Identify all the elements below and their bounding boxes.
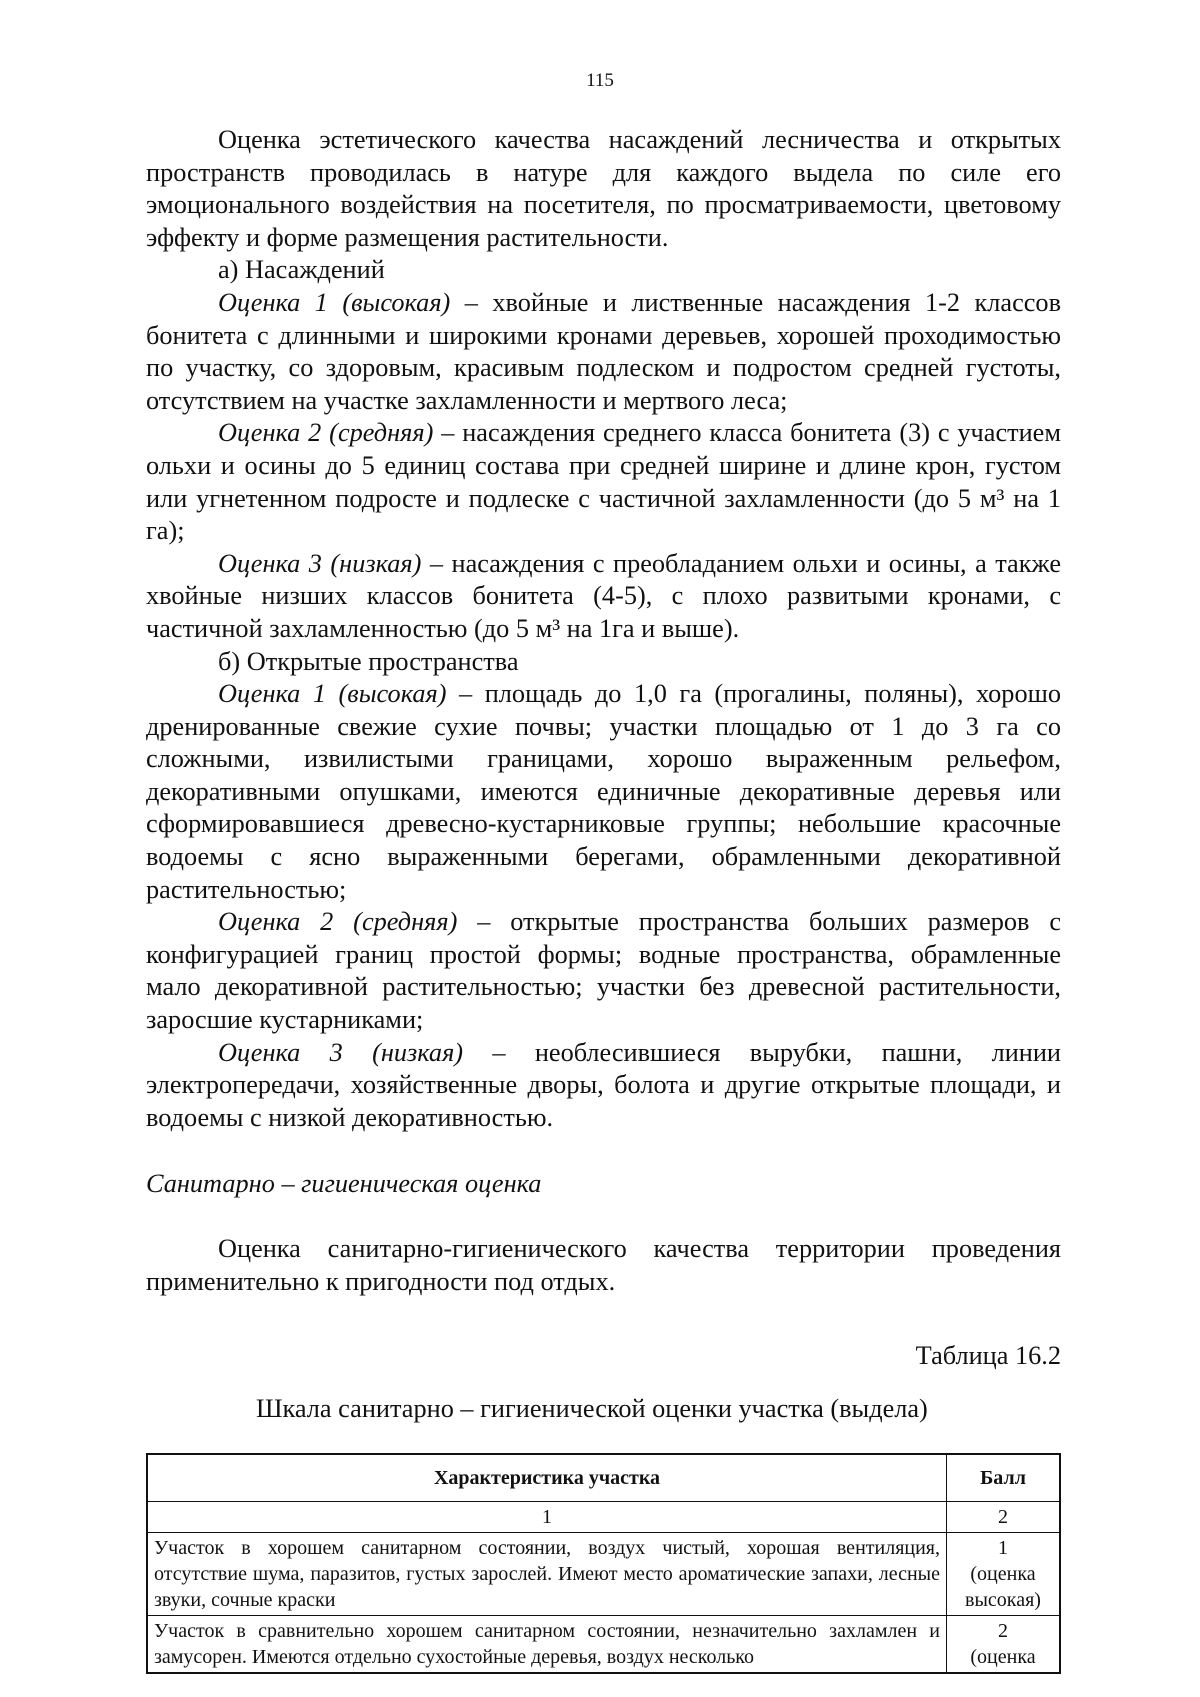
rating-lead: Оценка 2 (средняя): [218, 907, 458, 937]
table-title: Шкала санитарно – гигиенической оценки участка (выдела): [256, 1393, 928, 1423]
table-label: Таблица 16.2: [915, 1341, 1061, 1371]
sanitary-intro: Оценка санитарно-гигиенического качества территории проведения применительно к пригодности под отдых.: [146, 1234, 1061, 1296]
section-b-item: [146, 678, 1061, 906]
section-a-item: [146, 287, 1061, 417]
score-value: 1: [998, 1537, 1008, 1560]
header-characteristic: Характеристика участка: [147, 1454, 947, 1502]
section-b-item: [146, 1037, 1061, 1135]
rating-text: – насаждения с преобладанием ольхи и осины, а также хвойные низших классов бонитета (4-5), с плохо развитыми кронами, с частичной захламленностью (до 5 м³ на 1га и выше).: [146, 548, 1061, 643]
rating-lead: Оценка 3 (низкая): [218, 1037, 464, 1067]
table-row: [147, 1616, 1060, 1674]
intro-paragraph: Оценка эстетического качества насаждений лесничества и открытых пространств проводилась в натуре для каждого выдела по силе его эмоционального воздействия на посетителя, по просматриваемости, цветовому эффекту и форме размещения растительности.: [146, 125, 1061, 252]
header-score: Балл: [947, 1454, 1061, 1502]
column-number: 2: [947, 1502, 1061, 1533]
section-a-heading: а) Насаждений: [218, 255, 385, 285]
rating-lead: Оценка 2 (средняя): [218, 418, 434, 448]
section-a-item: [146, 548, 1061, 646]
rating-lead: Оценка 1 (высокая): [218, 679, 447, 709]
sanitary-scale-table: [146, 1453, 1061, 1674]
rating-text: – необлесившиеся вырубки, пашни, линии электропередачи, хозяйственные дворы, болота и другие открытые площади, и водоемы с низкой декоративностью.: [146, 1037, 1061, 1132]
score-value: 2: [998, 1620, 1008, 1643]
row-score: [947, 1533, 1061, 1616]
row-description: Участок в хорошем санитарном состоянии, воздух чистый, хорошая вентиляция, отсутствие шума, паразитов, густых зарослей. Имеют место ароматические запахи, лесные звуки, сочные краски: [147, 1533, 947, 1616]
section-b-heading: б) Открытые пространства: [218, 646, 519, 676]
sanitary-heading: Санитарно – гигиеническая оценка: [146, 1169, 542, 1199]
document-body: [146, 124, 1061, 1674]
rating-text: – открытые пространства больших размеров с конфигурацией границ простой формы; водные пространства, обрамленные мало декоративной растительностью; участки без древесной растительности, заросшие кустарниками;: [146, 907, 1061, 1035]
page-number: 115: [586, 70, 614, 91]
table-row: [147, 1533, 1060, 1616]
rating-text: – хвойные и лиственные насаждения 1-2 классов бонитета с длинными и широкими кронами деревьев, хорошей проходимостью по участку, со здоровым, красивым подлеском и подростом средней густоты, отсутствием на участке захламленности и мертвого леса;: [146, 287, 1061, 415]
rating-lead: Оценка 3 (низкая): [218, 548, 422, 578]
rating-text: – насаждения среднего класса бонитета (3) с участием ольхи и осины до 5 единиц состава при средней ширине и длине крон, густом или угнетенном подросте и подлеске с частичной захламленности (до 5 м³ на 1 га);: [146, 418, 1061, 546]
table-header-row: [147, 1454, 1060, 1502]
row-score: [947, 1616, 1061, 1674]
section-b-item: [146, 906, 1061, 1036]
table-column-numbers: [147, 1502, 1060, 1533]
score-note: (оценка высокая): [965, 1563, 1041, 1612]
column-number: 1: [147, 1502, 947, 1533]
rating-lead: Оценка 1 (высокая): [218, 287, 451, 317]
score-note: (оценка: [970, 1646, 1036, 1669]
rating-text: – площадь до 1,0 га (прогалины, поляны), хорошо дренированные свежие сухие почвы; участки площадью от 1 до 3 га со сложными, извилистыми границами, хорошо выраженным рельефом, декоративными опушками, имеются единичные декоративные деревья или сформировавшиеся древесно-кустарниковые группы; небольшие красочные водоемы с ясно выраженными берегами, обрамленными декоративной растительностью;: [146, 679, 1062, 904]
row-description: Участок в сравнительно хорошем санитарном состоянии, незначительно захламлен и замусорен. Имеются отдельно сухостойные деревья, воздух несколько: [147, 1616, 947, 1674]
section-a-item: [146, 417, 1061, 547]
